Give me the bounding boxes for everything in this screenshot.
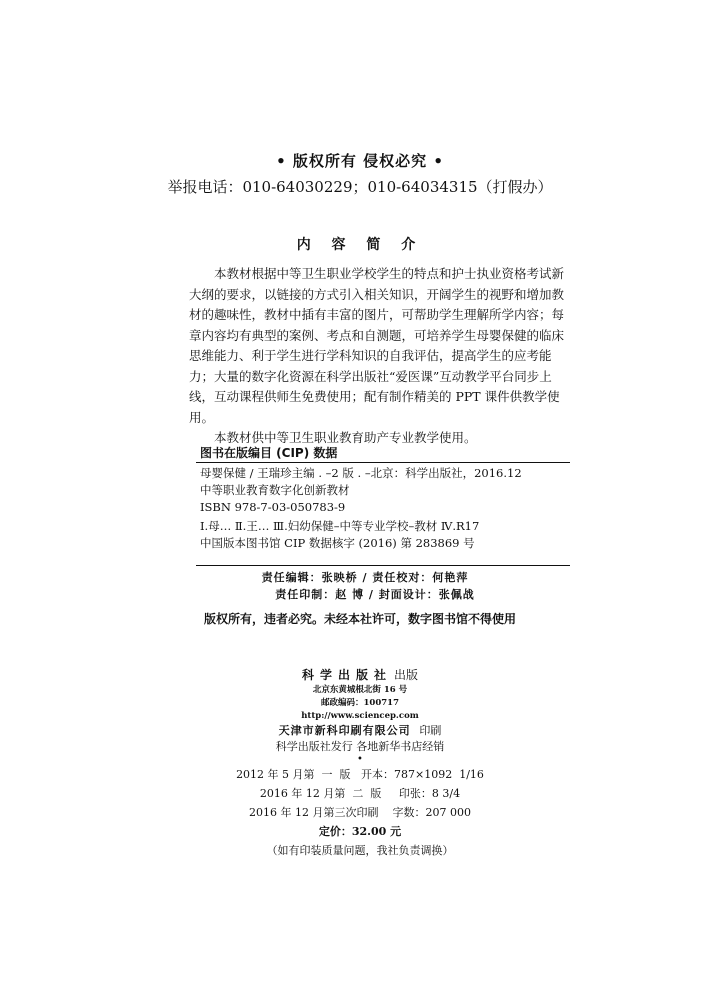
edition-line-1: 2012 年 5 月第 一 版 开本：787×1092 1/16 [236, 768, 484, 781]
publisher-website: http://www.sciencep.com [301, 711, 419, 721]
summary-paragraph-2: 本教材供中等卫生职业教育助产专业教学使用。 [214, 430, 477, 445]
price-line: 定价：32.00 元 [318, 825, 402, 838]
publisher-address: 北京东黄城根北街 16 号 [312, 685, 408, 695]
copyright-notice: • 版权所有 侵权必究 • [276, 152, 444, 170]
summary-paragraph-1: 本教材根据中等卫生职业学校学生的特点和护士执业资格考试新大纲的要求，以链接的方式引入相关知识，开阔学生的视野和增加教材的趣味性，教材中插有丰富的图片，可帮助学生理解所学内容；每章内容均有典型的案例、考点和自测题，可培养学生母婴保健的临床思维能力、利于学生进行学科知识的自我评估，提高学生的应考能力；大量的数字化资源在科学出版社“爱医课”互动教学平台同步上线，互动课程供师生免费使用；配有制作精美的 PPT 课件供教学使用。 [189, 266, 565, 425]
summary-text [189, 264, 573, 449]
printer-line [0, 723, 720, 739]
rights-warning: 版权所有，违者必究。未经本社许可，数字图书馆不得使用 [203, 612, 516, 626]
cip-line-isbn: ISBN 978-7-03-050783-9 [200, 500, 346, 514]
report-phone-line: 举报电话：010-64030229；010-64034315（打假办） [167, 178, 553, 196]
edition-line-3: 2016 年 12 月第三次印刷 字数：207 000 [249, 806, 471, 819]
edition-block [0, 765, 720, 860]
cip-line-classification: Ⅰ.母… Ⅱ.王… Ⅲ.妇幼保健–中等专业学校–教材 Ⅳ.R17 [200, 519, 480, 533]
publisher-line [0, 666, 720, 684]
edition-line-2: 2016 年 12 月第 二 版 印张：8 3/4 [259, 787, 461, 800]
cip-title: 图书在版编目 (CIP) 数据 [200, 446, 338, 460]
distribution-line: 科学出版社发行 各地新华书店经销 [275, 740, 445, 753]
publish-word: 出版 [394, 668, 419, 682]
credits-editor-line: 责任编辑：张映桥 / 责任校对：何艳萍 [261, 571, 469, 584]
cip-line-title-author: 母婴保健 / 王瑞珍主编 . –2 版 . –北京：科学出版社，2016.12 [200, 466, 522, 480]
quality-note: （如有印装质量问题，我社负责调换） [266, 844, 454, 857]
cip-line-series: 中等职业教育数字化创新教材 [200, 483, 350, 497]
summary-title: 内 容 简 介 [296, 237, 424, 253]
credits-print-line: 责任印制：赵 博 / 封面设计：张佩战 [275, 588, 475, 601]
cip-top-rule [196, 462, 570, 463]
cip-data-block [200, 465, 570, 552]
print-word: 印刷 [419, 724, 442, 737]
publisher-postcode: 邮政编码：100717 [321, 698, 399, 708]
publisher-name: 科学出版社 [301, 668, 392, 682]
separator-dot: • [357, 754, 363, 765]
printer-name: 天津市新科印刷有限公司 [278, 724, 411, 737]
cip-line-record-number: 中国版本图书馆 CIP 数据核字 (2016) 第 283869 号 [200, 536, 475, 550]
publisher-block [0, 666, 720, 765]
cip-bottom-rule [196, 565, 570, 566]
